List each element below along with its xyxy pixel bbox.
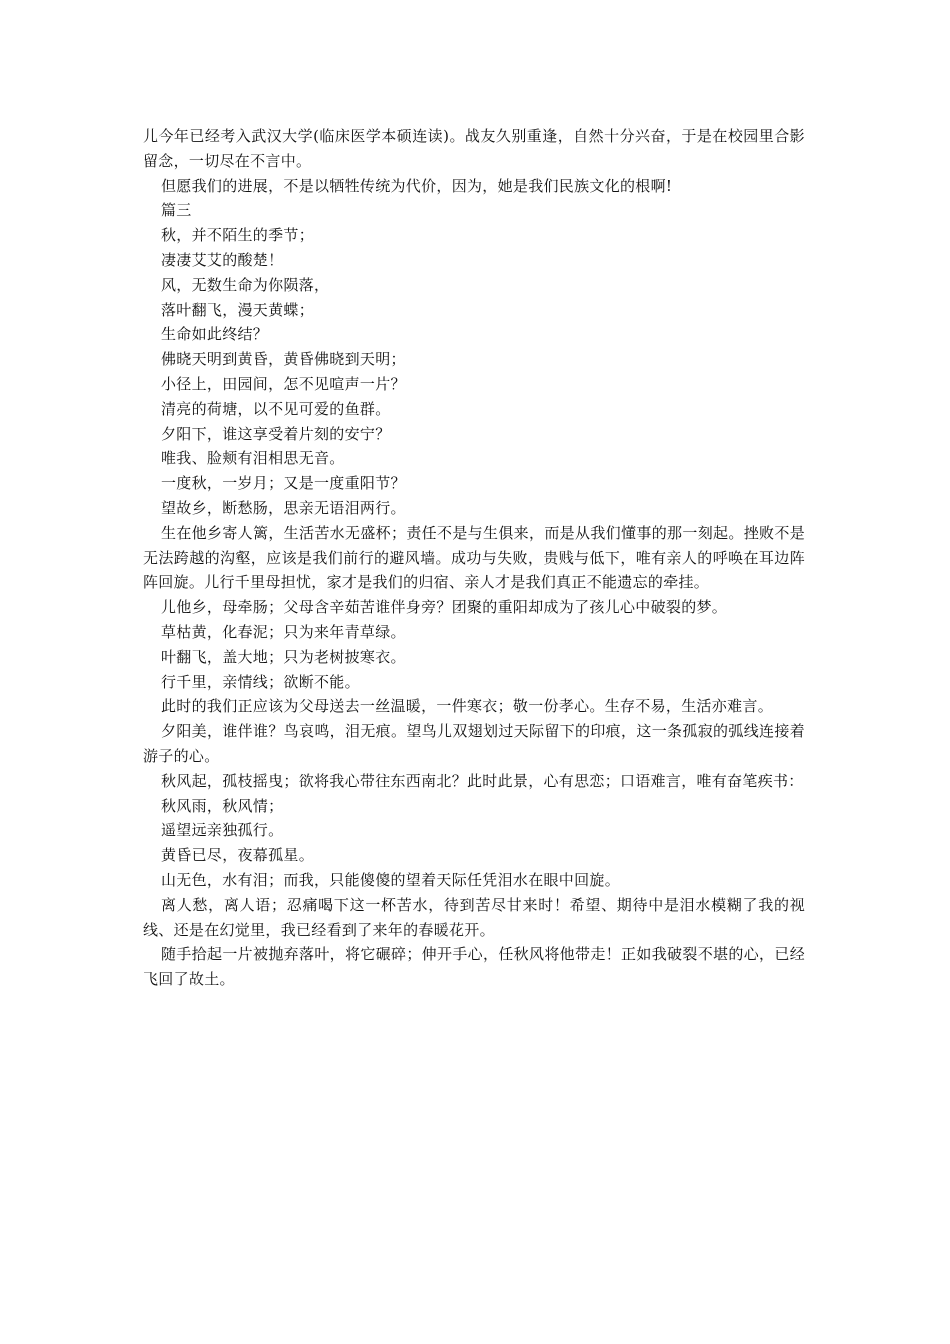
poem-line: 黄昏已尽，夜幕孤星。 (161, 846, 315, 865)
poem-line: 秋风雨，秋风情； (161, 796, 284, 815)
paragraph: 但愿我们的进展，不是以牺牲传统为代价，因为，她是我们民族文化的根啊! (161, 176, 673, 195)
paragraph: 离人愁，离人语；忍痛喝下这一杯苦水，待到苦尽甘来时！希望、期待中是泪水模糊了我的视线、还是在幻觉里，我已经看到了来年的春暖花开。 (143, 895, 805, 939)
paragraph: 山无色，水有泪；而我，只能傻傻的望着天际任凭泪水在眼中回旋。 (161, 870, 621, 889)
poem-line: 清亮的荷塘，以不见可爱的鱼群。 (161, 399, 391, 418)
paragraph: 夕阳美，谁伴谁？鸟哀鸣，泪无痕。望鸟儿双翅划过天际留下的印痕，这一条孤寂的弧线连接着游子的心。 (143, 722, 805, 765)
poem-line: 夕阳下，谁这享受着片刻的安宁？ (161, 424, 391, 443)
poem-line: 草枯黄，化春泥；只为来年青草绿。 (161, 622, 406, 641)
document-body (143, 124, 805, 992)
paragraph: 此时的我们正应该为父母送去一丝温暖，一件寒衣；敬一份孝心。生存不易，生活亦难言。 (161, 697, 774, 716)
paragraph: 儿他乡，母牵肠；父母含辛茹苦谁伴身旁？团聚的重阳却成为了孩儿心中破裂的梦。 (161, 598, 728, 617)
poem-line: 一度秋，一岁月；又是一度重阳节？ (161, 474, 406, 493)
poem-line: 小径上，田园间，怎不见喧声一片？ (161, 374, 406, 393)
poem-line: 遥望远亲独孤行。 (161, 821, 284, 840)
poem-line: 叶翻飞，盖大地；只为老树披寒衣。 (161, 647, 406, 666)
paragraph: 秋风起，孤枝摇曳；欲将我心带往东西南北？此时此景，心有思恋；口语难言，唯有奋笔疾书： (161, 771, 804, 790)
paragraph: 儿今年已经考入武汉大学(临床医学本硕连读)。战友久别重逢，自然十分兴奋，于是在校园里合影留念，一切尽在不言中。 (143, 127, 805, 170)
paragraph: 随手拾起一片被抛弃落叶，将它碾碎；伸开手心，任秋风将他带走！正如我破裂不堪的心，已经飞回了故土。 (143, 945, 805, 989)
poem-line: 生命如此终结？ (161, 325, 269, 344)
poem-line: 唯我、脸颊有泪相思无音。 (161, 449, 345, 468)
poem-line: 风，无数生命为你陨落， (161, 275, 330, 294)
poem-line: 望故乡，断愁肠，思亲无语泪两行。 (161, 498, 406, 517)
poem-line: 行千里，亲情线；欲断不能。 (161, 672, 360, 691)
poem-line: 秋，并不陌生的季节； (161, 226, 315, 245)
section-heading: 篇三 (161, 201, 192, 220)
poem-line: 佛晓天明到黄昏，黄昏佛晓到天明； (161, 350, 406, 369)
poem-line: 落叶翻飞，漫天黄蝶； (161, 300, 315, 319)
poem-line: 凄凄艾艾的酸楚！ (161, 250, 284, 269)
paragraph: 生在他乡寄人篱，生活苦水无盛杯；责任不是与生俱来，而是从我们懂事的那一刻起。挫败不是无法跨越的沟壑，应该是我们前行的避风墙。成功与失败，贵贱与低下，唯有亲人的呼唤在耳边阵阵回旋。儿行千里母担忧，家才是我们的归宿、亲人才是我们真正不能遗忘的牵挂。 (143, 523, 805, 592)
